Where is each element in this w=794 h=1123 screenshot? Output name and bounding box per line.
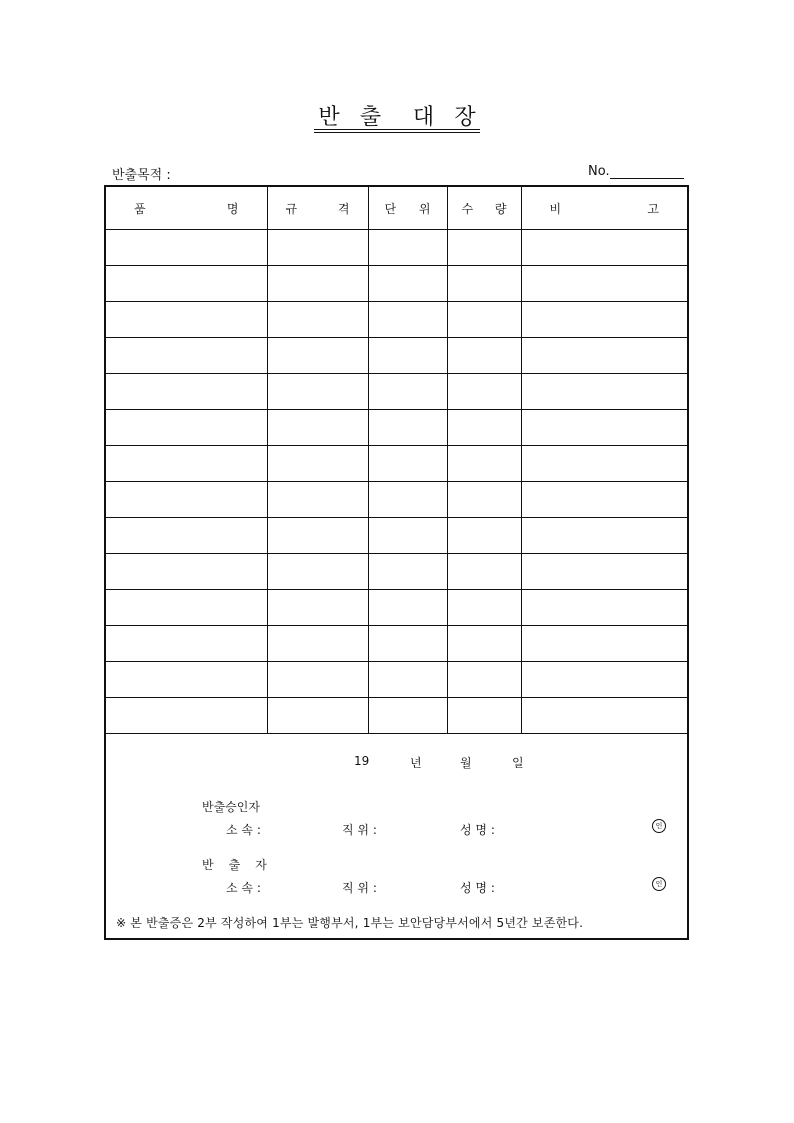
title-char-2: 출 — [359, 105, 382, 130]
cell[interactable] — [106, 518, 267, 554]
title-char-1: 반 — [318, 105, 340, 130]
table-row — [106, 626, 687, 662]
cell[interactable] — [368, 554, 447, 590]
cell[interactable] — [447, 626, 521, 662]
date-day-unit: 일 — [512, 756, 524, 770]
cell[interactable] — [106, 266, 267, 302]
cell[interactable] — [106, 374, 267, 410]
cell[interactable] — [447, 302, 521, 338]
cell[interactable] — [447, 518, 521, 554]
cell[interactable] — [447, 662, 521, 698]
cell[interactable] — [447, 374, 521, 410]
title-underline-double — [314, 132, 480, 133]
title-char-4: 장 — [454, 105, 476, 130]
seal-mark: 인 — [652, 877, 666, 891]
table-row — [106, 374, 687, 410]
cell[interactable] — [267, 482, 368, 518]
cell[interactable] — [267, 554, 368, 590]
cell[interactable] — [106, 698, 267, 734]
cell[interactable] — [106, 662, 267, 698]
table-row — [106, 266, 687, 302]
retention-note: ※ 본 반출증은 2부 작성하여 1부는 발행부서, 1부는 보안담당부서에서 5년간 보존한다. — [116, 916, 584, 930]
cell[interactable] — [368, 518, 447, 554]
date-year-unit: 년 — [410, 756, 422, 770]
cell[interactable] — [521, 590, 687, 626]
cell[interactable] — [521, 446, 687, 482]
date-year: 19 — [354, 754, 370, 768]
cell[interactable] — [521, 662, 687, 698]
carrier-fields — [226, 879, 666, 895]
cell[interactable] — [368, 446, 447, 482]
carrier-label: 반 출 자 — [202, 858, 267, 872]
carrier-dept-label: 소 속 : — [226, 881, 261, 895]
approver-position-label: 직 위 : — [342, 823, 377, 837]
cell[interactable] — [267, 590, 368, 626]
col-header-qty: 수 량 — [447, 187, 521, 230]
signature-section — [106, 736, 687, 938]
cell[interactable] — [368, 410, 447, 446]
cell[interactable] — [521, 302, 687, 338]
table-row — [106, 230, 687, 266]
cell[interactable] — [447, 266, 521, 302]
cell[interactable] — [267, 266, 368, 302]
cell[interactable] — [521, 374, 687, 410]
cell[interactable] — [106, 410, 267, 446]
cell[interactable] — [368, 302, 447, 338]
docno-blank — [610, 165, 684, 179]
cell[interactable] — [521, 518, 687, 554]
table-row — [106, 554, 687, 590]
title-char-3: 대 — [412, 105, 435, 130]
cell[interactable] — [447, 590, 521, 626]
table-row — [106, 698, 687, 734]
title-underline — [314, 129, 480, 130]
items-table — [106, 187, 687, 734]
cell[interactable] — [447, 482, 521, 518]
cell[interactable] — [447, 554, 521, 590]
col-header-item: 품 명 — [106, 187, 267, 230]
approver-label: 반출승인자 — [202, 800, 260, 814]
seal-mark: 인 — [652, 819, 666, 833]
cell[interactable] — [368, 482, 447, 518]
cell[interactable] — [521, 266, 687, 302]
cell[interactable] — [106, 626, 267, 662]
document-title — [0, 100, 794, 131]
cell[interactable] — [267, 518, 368, 554]
cell[interactable] — [267, 230, 368, 266]
date-line — [354, 754, 524, 771]
cell[interactable] — [521, 554, 687, 590]
cell[interactable] — [447, 338, 521, 374]
approver-dept-label: 소 속 : — [226, 823, 261, 837]
col-header-unit: 단 위 — [368, 187, 447, 230]
cell[interactable] — [521, 626, 687, 662]
col-header-remarks: 비 고 — [521, 187, 687, 230]
cell[interactable] — [267, 374, 368, 410]
cell[interactable] — [106, 554, 267, 590]
cell[interactable] — [521, 482, 687, 518]
cell[interactable] — [521, 230, 687, 266]
cell[interactable] — [267, 410, 368, 446]
table-row — [106, 410, 687, 446]
document-number — [588, 164, 684, 179]
table-row — [106, 662, 687, 698]
cell[interactable] — [447, 410, 521, 446]
date-month-unit: 월 — [460, 756, 472, 770]
table-row — [106, 482, 687, 518]
cell[interactable] — [368, 230, 447, 266]
carrier-position-label: 직 위 : — [342, 881, 377, 895]
cell[interactable] — [368, 374, 447, 410]
cell[interactable] — [368, 266, 447, 302]
cell[interactable] — [447, 446, 521, 482]
cell[interactable] — [267, 698, 368, 734]
cell[interactable] — [106, 302, 267, 338]
cell[interactable] — [521, 698, 687, 734]
approver-name-label: 성 명 : — [460, 823, 495, 837]
cell[interactable] — [447, 230, 521, 266]
cell[interactable] — [106, 590, 267, 626]
cell[interactable] — [521, 338, 687, 374]
col-header-spec: 규 격 — [267, 187, 368, 230]
header-row — [106, 187, 687, 230]
table-row — [106, 338, 687, 374]
cell[interactable] — [368, 662, 447, 698]
cell[interactable] — [368, 338, 447, 374]
cell[interactable] — [106, 482, 267, 518]
cell[interactable] — [267, 446, 368, 482]
cell[interactable] — [521, 410, 687, 446]
purpose-label: 반출목적 : — [112, 168, 171, 183]
docno-label: No. — [588, 164, 610, 179]
cell[interactable] — [267, 626, 368, 662]
cell[interactable] — [106, 338, 267, 374]
cell[interactable] — [368, 698, 447, 734]
cell[interactable] — [368, 626, 447, 662]
form-frame — [104, 185, 689, 940]
table-row — [106, 446, 687, 482]
approver-fields — [226, 821, 666, 837]
table-row — [106, 302, 687, 338]
cell[interactable] — [368, 590, 447, 626]
cell[interactable] — [106, 230, 267, 266]
cell[interactable] — [106, 446, 267, 482]
cell[interactable] — [267, 338, 368, 374]
cell[interactable] — [267, 302, 368, 338]
cell[interactable] — [267, 662, 368, 698]
cell[interactable] — [447, 698, 521, 734]
table-row — [106, 518, 687, 554]
carrier-name-label: 성 명 : — [460, 881, 495, 895]
table-row — [106, 590, 687, 626]
